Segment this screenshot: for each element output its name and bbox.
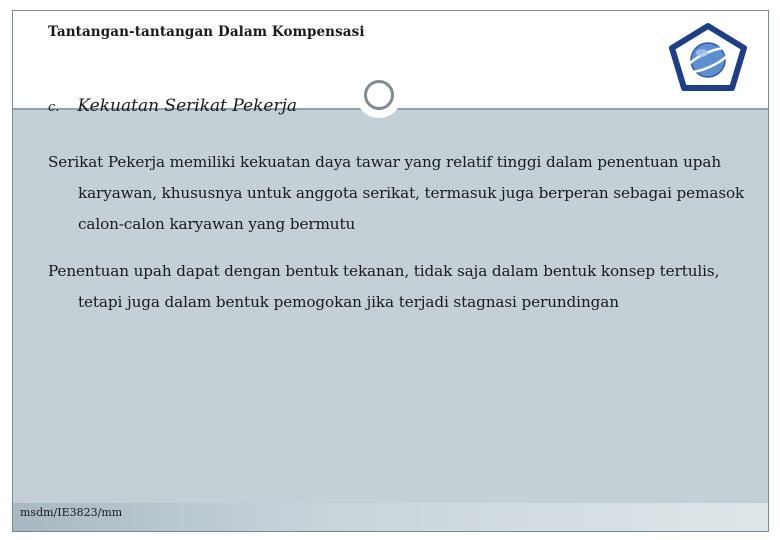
paragraph-2: Penentuan upah dapat dengan bentuk tekanan, tidak saja dalam bentuk konsep tertulis, tetapi juga dalam bentuk pemogokan jika terjadi stagnasi perundingan [48,262,720,311]
section-letter: c. [48,100,60,115]
paragraph-1: Serikat Pekerja memiliki kekuatan daya tawar yang relatif tinggi dalam penentuan upah karyawan, khususnya untuk anggota serikat, termasuk juga berperan sebagai pemasok calon-calon karyawan yang bermutu [48,153,745,233]
slide-title: Tantangan-tantangan Dalam Kompensasi [48,24,365,40]
section-heading [48,96,297,116]
section-title: Kekuatan Serikat Pekerja [77,96,298,116]
logo-text: STT TELKOM [682,84,734,92]
slide-footer [13,503,768,531]
circle-connector-icon [356,72,402,118]
footer-text: msdm/IE3823/mm [20,506,123,519]
